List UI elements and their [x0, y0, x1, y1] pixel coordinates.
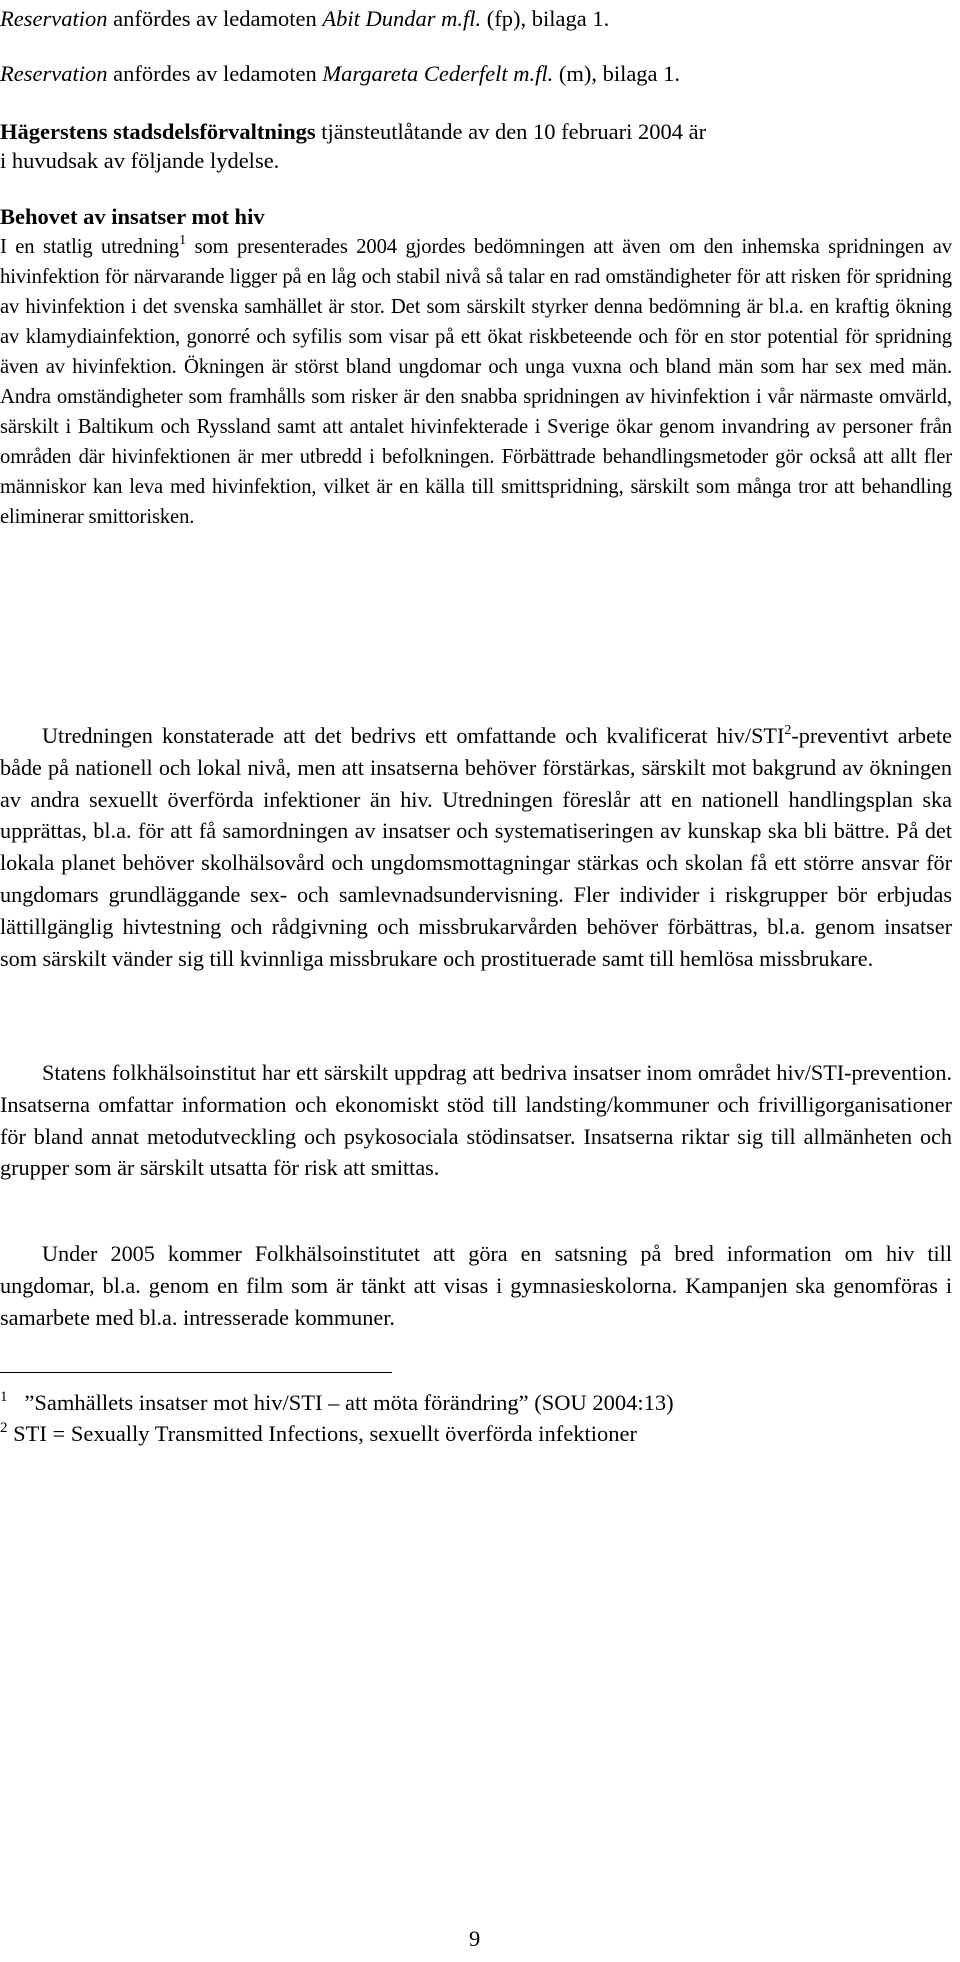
reservation-label: Reservation	[0, 6, 108, 31]
paragraph-4: Under 2005 kommer Folkhälsoinstitutet att göra en satsning på bred information om hiv till ungdomar, bl.a. genom en film som är tänkt att visas i gymnasieskolorna. Kampanjen ska genomföras i samarbete med bl.a. intresserade kommuner.	[0, 1241, 952, 1330]
footnote-text: ”Samhällets insatser mot hiv/STI – att möta förändring” (SOU 2004:13)	[24, 1390, 674, 1415]
paragraph-2-start: Utredningen konstaterade att det bedrivs ett omfattande och kvalificerat hiv/STI	[42, 723, 785, 748]
section-heading: Behovet av insatser mot hiv	[0, 204, 265, 229]
footnote-1	[0, 1388, 674, 1418]
page-number: 9	[469, 1926, 481, 1951]
footnote-ref-2: 2	[784, 723, 792, 738]
statement-text: tjänsteutlåtande av den 10 februari 2004 är	[315, 119, 707, 144]
footnote-number: 1	[0, 1389, 8, 1405]
statement-line-1	[0, 117, 706, 147]
reservation-member: Abit Dundar m.fl.	[322, 6, 482, 31]
footnote-number: 2	[0, 1420, 8, 1436]
paragraph-3: Statens folkhälsoinstitut har ett särskilt uppdrag att bedriva insatser inom området hiv/STI-prevention. Insatserna omfattar information och ekonomiskt stöd till landsting/kommuner och frivilligorganisationer för bland annat metodutveckling och psykosociala stödinsatser. Insatserna riktar sig till allmänheten och grupper som är särskilt utsatta för risk att smittas.	[0, 1060, 952, 1181]
paragraph-1	[0, 232, 952, 532]
paragraph-1-start: I en statlig utredning	[0, 236, 180, 258]
footnote-divider	[0, 1372, 392, 1373]
reservation-text: anfördes av ledamoten	[107, 6, 323, 31]
paragraph-2-rest: -preventivt arbete både på nationell och lokal nivå, men att insatserna behöver förstärkas, särskilt mot bakgrund av ökningen av andra sexuellt överförda infektioner än hiv. Utredningen föreslår att en nationell handlingsplan ska upprättas, bl.a. för att få samordningen av insatser och systematiseringen av kunskap ska bli bättre. På det lokala planet behöver skolhälsovård och ungdomsmottagningar stärkas och skolan få ett större ansvar för ungdomars grundläggande sex- och samlevnadsundervisning. Fler individer i riskgrupper bör erbjudas lättillgänglig hivtestning och rådgivning och missbrukarvården behöver förbättras, bl.a. genom insatser som särskilt vänder sig till kvinnliga missbrukare och prostituerade samt till hemlösa missbrukare.	[0, 723, 952, 971]
footnote-2	[0, 1419, 637, 1449]
statement-line-2	[0, 146, 279, 176]
statement-text-cont: i huvudsak av följande lydelse.	[0, 148, 280, 173]
paragraph-1-rest: som presenterades 2004 gjordes bedömningen att även om den inhemska spridningen av hivinfektion för närvarande ligger på en låg och stabil nivå så talar en rad omständigheter för att risken för spridning av hivinfektion i det svenska samhället är stor. Det som särskilt styrker denna bedömning är bl.a. en kraftig ökning av klamydiainfektion, gonorré och syfilis som visar på ett ökat riskbeteende och för en stor potential för spridning även av hivinfektion. Ökningen är störst bland ungdomar och unga vuxna och bland män som har sex med män. Andra omständigheter som framhålls som risker är den snabba spridningen av hivinfektion i vår närmaste omvärld, särskilt i Baltikum och Ryssland samt att antalet hivinfekterade i Sverige ökar genom invandring av personer från områden där hivinfektionen är mer utbredd i befolkningen. Förbättrade behandlingsmetoder gör också att allt fler människor kan leva med hivinfektion, vilket är en källa till smittspridning, särskilt som många tror att behandling eliminerar smittorisken.	[0, 236, 953, 528]
reservation-party: (fp), bilaga 1.	[481, 6, 610, 31]
reservation-line-1	[0, 4, 609, 34]
reservation-text: anfördes av ledamoten	[107, 61, 323, 86]
reservation-line-2	[0, 59, 680, 89]
reservation-member: Margareta Cederfelt m.fl.	[322, 61, 554, 86]
footnote-text: STI = Sexually Transmitted Infections, sexuellt överförda infektioner	[13, 1421, 637, 1446]
paragraph-2	[0, 720, 952, 974]
reservation-label: Reservation	[0, 61, 108, 86]
statement-authority: Hägerstens stadsdelsförvaltnings	[0, 119, 316, 144]
footnote-ref-1: 1	[179, 233, 186, 248]
reservation-party: (m), bilaga 1.	[553, 61, 681, 86]
